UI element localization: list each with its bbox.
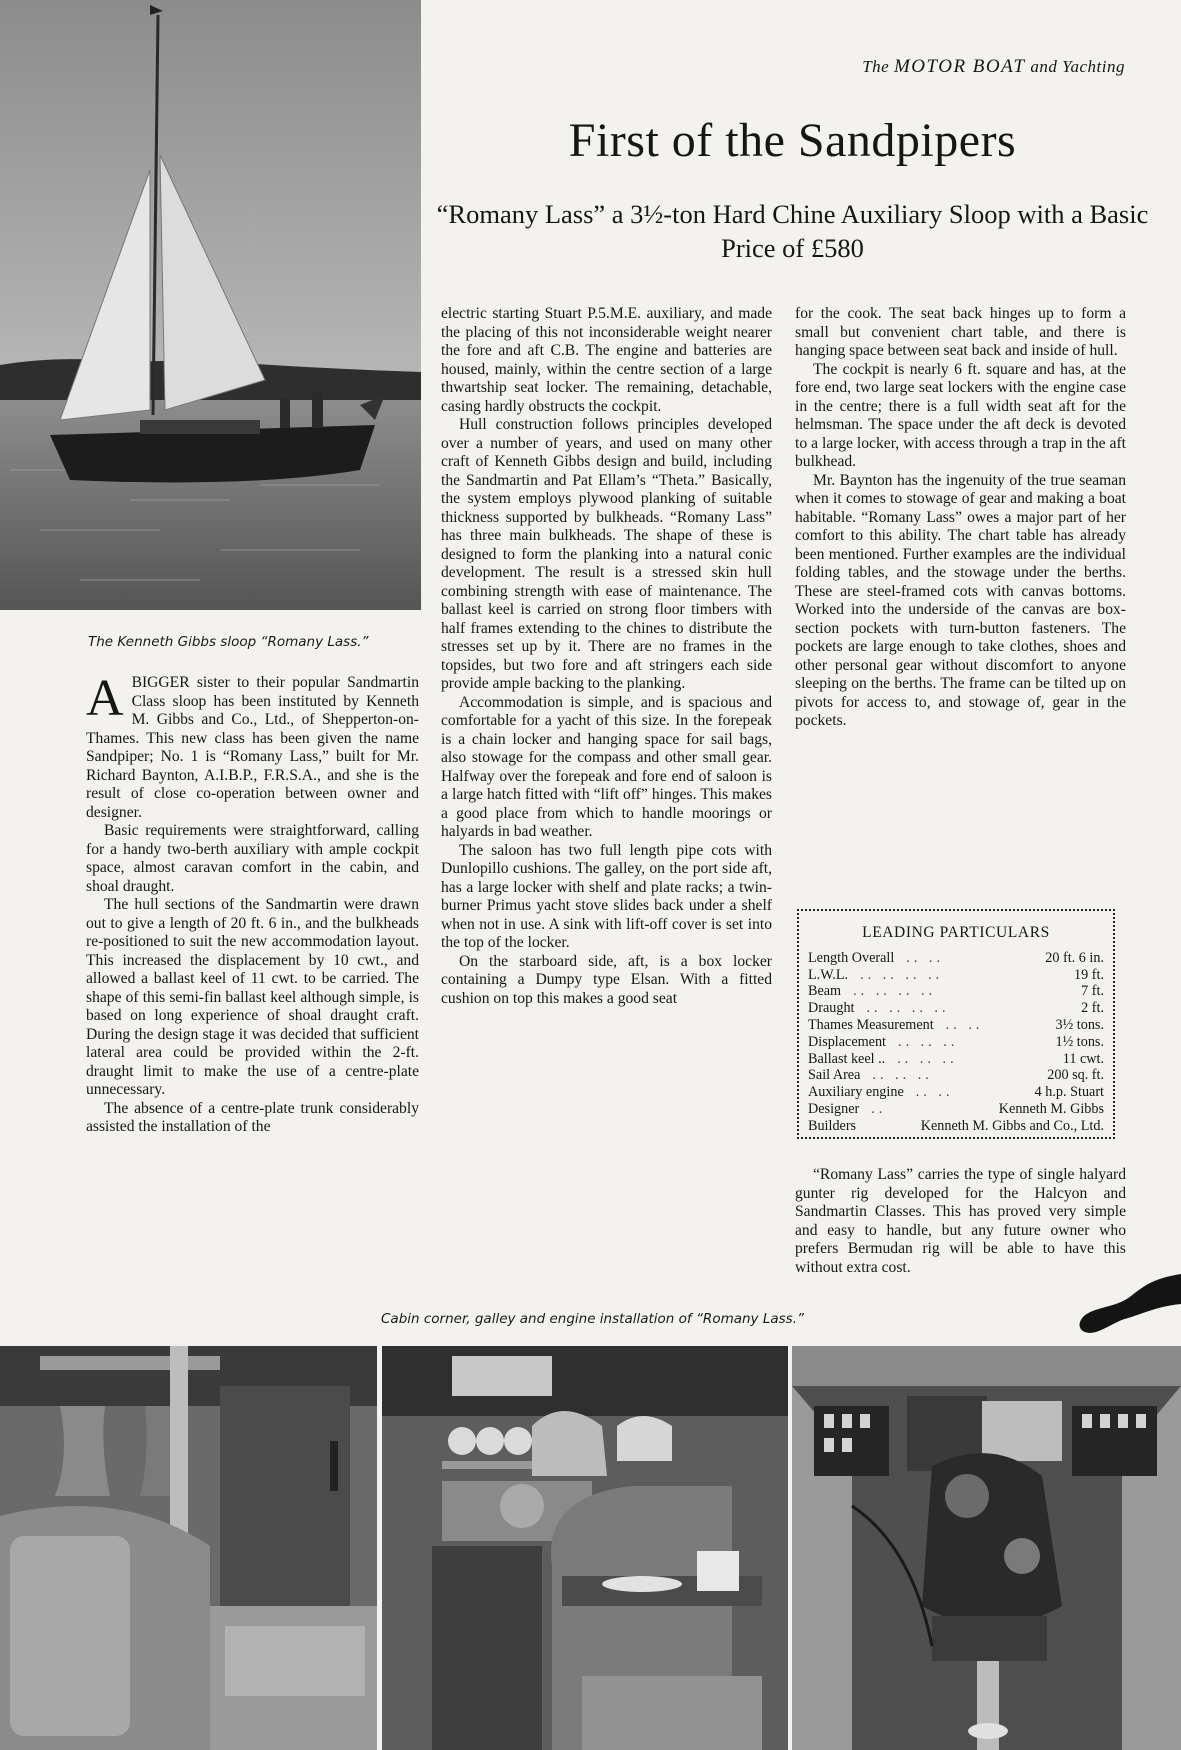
interior-photos-caption: Cabin corner, galley and engine installation of “Romany Lass.” <box>381 1311 804 1327</box>
paragraph: Accommodation is simple, and is spacious and comfortable for a yacht of this size. In the forepeak is a chain locker and hanging space for sail bags, also stowage for the compass and other small gear. Halfway over the forepeak and fore end of saloon is a large hatch fitted with “lift off” hinges. This makes a good place from which to handle moorings or halyards in bad weather. <box>441 693 772 840</box>
particular-leader-dots: .. <box>871 1100 887 1117</box>
paragraph: electric starting Stuart P.5.M.E. auxiliary, and made the placing of this not inconsiderable weight nearer the fore and aft C.B. The engine and batteries are housed, mainly, within the centre section of a large thwartship seat locker. The remaining, detachable, casing hardly obstructs the cockpit. <box>441 305 772 415</box>
particular-value: 2 ft. <box>1081 1000 1104 1017</box>
particulars-row <box>808 1017 1104 1034</box>
engine-installation-illustration <box>792 1346 1181 1750</box>
article-subtitle: “Romany Lass” a 3½-ton Hard Chine Auxiliary Sloop with a Basic Price of £580 <box>436 199 1149 263</box>
particulars-row <box>808 967 1104 984</box>
particular-label: Auxiliary engine <box>808 1084 904 1101</box>
paragraph: Hull construction follows principles developed over a number of years, and used on many other craft of Kenneth Gibbs design and build, including the Sandmartin and Pat Ellam’s “Theta.” Basically, the system employs plywood planking of suitable thickness supported by bulkheads. “Romany Lass” has three main bulkheads. The shape of these is designed to form the planking into a natural conic development. The result is a stressed skin hull combining strength with ease of maintenance. The ballast keel is carried on strong floor timbers with half frames extending to the chines to distribute the stresses set up by it. There are no frames in the topsides, but two fore and aft stringers each side provide ample backing to the planking. <box>441 416 772 692</box>
running-head-magazine: MOTOR BOAT <box>893 56 1026 77</box>
particular-label: Designer <box>808 1100 860 1117</box>
running-head <box>862 56 1125 78</box>
paragraph: The saloon has two full length pipe cots with Dunlopillo cushions. The galley, on the port side aft, has a large locker with shelf and plate racks; a twin-burner Primus yacht stove slides back under a shelf when not in use. A sink with lift-off cover is set into the top of the locker. <box>441 841 772 951</box>
particular-leader-dots: .. .. <box>915 1084 954 1101</box>
particular-leader-dots: .. .. .. <box>872 1067 933 1084</box>
particular-value: 7 ft. <box>1081 983 1104 1000</box>
leading-particulars-heading: LEADING PARTICULARS <box>862 924 1050 941</box>
particular-label: Draught <box>808 1000 855 1017</box>
particular-value: 11 cwt. <box>1062 1050 1104 1067</box>
particular-leader-dots: .. .. .. <box>897 1050 958 1067</box>
ink-blot <box>1076 1266 1181 1336</box>
sloop-photo-caption: The Kenneth Gibbs sloop “Romany Lass.” <box>88 634 369 650</box>
galley-illustration <box>382 1346 788 1750</box>
particulars-row <box>808 1101 1104 1118</box>
particular-leader-dots: .. .. .. .. <box>860 966 944 983</box>
article-title: First of the Sandpipers <box>568 114 1017 167</box>
particular-label: Thames Measurement <box>808 1016 934 1033</box>
paragraph: Mr. Baynton has the ingenuity of the true seaman when it comes to stowage of gear and making a boat habitable. “Romany Lass” owes a major part of her comfort to this ability. The chart table has already been mentioned. Further examples are the individual folding tables, and the stowage under the berths. These are steel-framed cots with canvas bottoms. Worked into the underside of the canvas are box-section pockets with turn-button fasteners. The pockets are large enough to take clothes, shoes and other personal gear without discomfort to anyone sleeping on the berths. The frame can be tilted up on pivots for access to, and stowage of, gear in the pockets. <box>795 471 1126 729</box>
body-column-2 <box>441 305 772 1008</box>
drop-cap: A <box>86 670 124 727</box>
particular-leader-dots: .. .. .. .. <box>866 1000 950 1017</box>
engine-installation-photo <box>792 1346 1181 1750</box>
particulars-row <box>808 1034 1104 1051</box>
particular-leader-dots: .. .. <box>906 949 945 966</box>
leading-particulars-box <box>797 909 1115 1139</box>
particular-label: Ballast keel .. <box>808 1050 886 1067</box>
paragraph: “Romany Lass” carries the type of single halyard gunter rig developed for the Halcyon and Sandmartin Classes. This has proved very simple and easy to handle, but any future owner who prefers Bermudan rig will be able to have this without extra cost. <box>795 1166 1126 1276</box>
body-column-3-continued <box>795 1166 1126 1277</box>
particular-label: L.W.L. <box>808 966 849 983</box>
paragraph-intro <box>86 670 419 822</box>
paragraph: for the cook. The seat back hinges up to form a small but convenient chart table, and there is hanging space between seat back and inside of hull. <box>795 305 1126 359</box>
particulars-row <box>808 1051 1104 1068</box>
body-column-1 <box>86 670 419 1137</box>
particular-leader-dots <box>856 1118 921 1135</box>
galley-photo <box>382 1346 788 1750</box>
particular-value: 3½ tons. <box>1055 1016 1104 1033</box>
particulars-row <box>808 1084 1104 1101</box>
particular-value: Kenneth M. Gibbs <box>998 1100 1104 1117</box>
particular-value: 20 ft. 6 in. <box>1045 949 1104 966</box>
particular-leader-dots: .. .. <box>945 1016 984 1033</box>
sloop-photo <box>0 0 421 610</box>
particular-label: Beam <box>808 983 842 1000</box>
particulars-row <box>808 983 1104 1000</box>
paragraph-intro-text: BIGGER sister to their popular Sandmartin Class sloop has been instituted by Kenneth M. Gibbs and Co., Ltd., of Shepperton-on-Thames. This new class has been given the name Sandpiper; No. 1 is “Romany Lass,” built for Mr. Richard Baynton, A.I.B.P., F.R.S.A., and she is the result of close co-operation between owner and designer. <box>86 674 419 821</box>
cabin-corner-photo <box>0 1346 377 1750</box>
particular-leader-dots: .. .. .. <box>898 1033 959 1050</box>
cabin-corner-illustration <box>0 1346 377 1750</box>
particular-label: Builders <box>808 1117 857 1134</box>
particular-value: Kenneth M. Gibbs and Co., Ltd. <box>920 1117 1104 1134</box>
body-column-3 <box>795 305 1126 731</box>
sloop-illustration <box>0 0 421 610</box>
particulars-row <box>808 1000 1104 1017</box>
paragraph: The absence of a centre-plate trunk considerably assisted the installation of the <box>86 1099 419 1135</box>
running-head-prefix: The <box>862 57 890 76</box>
running-head-suffix: and Yachting <box>1030 57 1125 76</box>
particulars-row <box>808 1118 1104 1135</box>
particular-label: Sail Area <box>808 1067 861 1084</box>
paragraph: Basic requirements were straightforward, calling for a handy two-berth auxiliary with ample cockpit space, almost caravan comfort in the cabin, and shoal draught. <box>86 822 419 895</box>
particular-value: 1½ tons. <box>1055 1033 1104 1050</box>
paragraph: On the starboard side, aft, is a box locker containing a Dumpy type Elsan. With a fitted cushion on top this makes a good seat <box>441 952 772 1007</box>
particular-leader-dots: .. .. .. .. <box>853 983 937 1000</box>
particular-value: 19 ft. <box>1074 966 1104 983</box>
particulars-row <box>808 950 1104 967</box>
particular-label: Displacement <box>808 1033 887 1050</box>
paragraph: The cockpit is nearly 6 ft. square and has, at the fore end, two large seat lockers with the engine case in the centre; there is a full width seat aft for the helmsman. The space under the aft deck is devoted to a large locker, with access through a trap in the aft bulkhead. <box>795 360 1126 470</box>
particulars-row <box>808 1067 1104 1084</box>
paragraph: The hull sections of the Sandmartin were drawn out to give a length of 20 ft. 6 in., and the bulkheads re-positioned to suit the new accommodation layout. This increased the displacement by 10 cwt., and allowed a ballast keel of 11 cwt. to be carried. The shape of this semi-fin ballast keel although simple, is based on long experience of shoal draught craft. During the design stage it was decided that sufficient lateral area could be provided within the 2-ft. draught limit to make the use of a centre-plate unnecessary. <box>86 896 419 1098</box>
particular-value: 200 sq. ft. <box>1047 1067 1104 1084</box>
particular-label: Length Overall <box>808 949 895 966</box>
particular-value: 4 h.p. Stuart <box>1034 1084 1104 1101</box>
